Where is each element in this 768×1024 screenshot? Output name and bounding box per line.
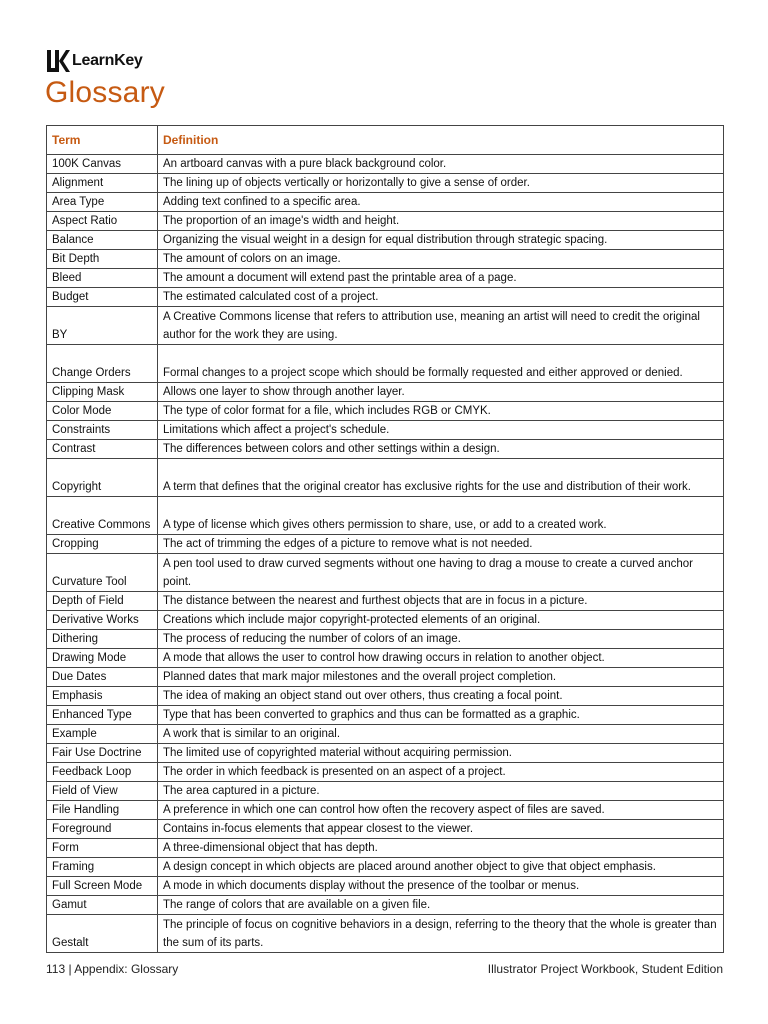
term-cell: Foreground bbox=[47, 820, 158, 839]
table-row bbox=[47, 820, 724, 839]
definition-cell: The amount of colors on an image. bbox=[158, 250, 724, 269]
term-cell: Creative Commons bbox=[47, 497, 158, 535]
term-cell: Clipping Mask bbox=[47, 383, 158, 402]
term-cell: Due Dates bbox=[47, 668, 158, 687]
term-cell: Depth of Field bbox=[47, 592, 158, 611]
definition-cell: The distance between the nearest and furthest objects that are in focus in a picture. bbox=[158, 592, 724, 611]
term-cell: Area Type bbox=[47, 193, 158, 212]
definition-cell: A preference in which one can control how often the recovery aspect of files are saved. bbox=[158, 801, 724, 820]
term-cell: Form bbox=[47, 839, 158, 858]
table-row bbox=[47, 193, 724, 212]
definition-cell: A work that is similar to an original. bbox=[158, 725, 724, 744]
table-row bbox=[47, 782, 724, 801]
term-cell: Full Screen Mode bbox=[47, 877, 158, 896]
definition-cell: The differences between colors and other settings within a design. bbox=[158, 440, 724, 459]
term-cell: Balance bbox=[47, 231, 158, 250]
definition-cell: The principle of focus on cognitive behaviors in a design, referring to the theory that the whole is greater than the sum of its parts. bbox=[158, 915, 724, 953]
term-cell: Dithering bbox=[47, 630, 158, 649]
definition-cell: A mode that allows the user to control how drawing occurs in relation to another object. bbox=[158, 649, 724, 668]
table-row bbox=[47, 554, 724, 592]
definition-cell: The process of reducing the number of colors of an image. bbox=[158, 630, 724, 649]
definition-cell: A mode in which documents display without the presence of the toolbar or menus. bbox=[158, 877, 724, 896]
term-cell: Copyright bbox=[47, 459, 158, 497]
table-row bbox=[47, 535, 724, 554]
table-row bbox=[47, 459, 724, 497]
definition-cell: Adding text confined to a specific area. bbox=[158, 193, 724, 212]
definition-cell: A design concept in which objects are placed around another object to give that object emphasis. bbox=[158, 858, 724, 877]
definition-cell: The act of trimming the edges of a picture to remove what is not needed. bbox=[158, 535, 724, 554]
definition-cell: The estimated calculated cost of a project. bbox=[158, 288, 724, 307]
term-cell: Color Mode bbox=[47, 402, 158, 421]
definition-cell: The limited use of copyrighted material without acquiring permission. bbox=[158, 744, 724, 763]
logo-text: LearnKey bbox=[72, 52, 143, 69]
definition-cell: Type that has been converted to graphics and thus can be formatted as a graphic. bbox=[158, 706, 724, 725]
term-cell: Enhanced Type bbox=[47, 706, 158, 725]
table-row bbox=[47, 839, 724, 858]
term-cell: Example bbox=[47, 725, 158, 744]
table-row bbox=[47, 155, 724, 174]
table-row bbox=[47, 915, 724, 953]
definition-cell: Allows one layer to show through another layer. bbox=[158, 383, 724, 402]
table-row bbox=[47, 345, 724, 383]
table-row bbox=[47, 421, 724, 440]
term-cell: File Handling bbox=[47, 801, 158, 820]
term-cell: Constraints bbox=[47, 421, 158, 440]
table-row bbox=[47, 402, 724, 421]
definition-cell: The range of colors that are available on a given file. bbox=[158, 896, 724, 915]
definition-cell: The amount a document will extend past the printable area of a page. bbox=[158, 269, 724, 288]
column-header-definition: Definition bbox=[158, 126, 724, 155]
table-row bbox=[47, 801, 724, 820]
definition-cell: The area captured in a picture. bbox=[158, 782, 724, 801]
definition-cell: The proportion of an image's width and height. bbox=[158, 212, 724, 231]
definition-cell: A type of license which gives others permission to share, use, or add to a created work. bbox=[158, 497, 724, 535]
definition-cell: Creations which include major copyright-protected elements of an original. bbox=[158, 611, 724, 630]
definition-cell: Contains in-focus elements that appear closest to the viewer. bbox=[158, 820, 724, 839]
glossary-table-body bbox=[47, 155, 724, 953]
definition-cell: Planned dates that mark major milestones and the overall project completion. bbox=[158, 668, 724, 687]
term-cell: Curvature Tool bbox=[47, 554, 158, 592]
term-cell: Drawing Mode bbox=[47, 649, 158, 668]
table-row bbox=[47, 896, 724, 915]
definition-cell: The type of color format for a file, which includes RGB or CMYK. bbox=[158, 402, 724, 421]
table-row bbox=[47, 383, 724, 402]
learnkey-logo bbox=[46, 48, 143, 74]
table-row bbox=[47, 649, 724, 668]
definition-cell: A three-dimensional object that has depth. bbox=[158, 839, 724, 858]
definition-cell: The order in which feedback is presented on an aspect of a project. bbox=[158, 763, 724, 782]
term-cell: Emphasis bbox=[47, 687, 158, 706]
table-row bbox=[47, 687, 724, 706]
table-row bbox=[47, 307, 724, 345]
table-row bbox=[47, 231, 724, 250]
definition-cell: Limitations which affect a project's schedule. bbox=[158, 421, 724, 440]
table-row bbox=[47, 212, 724, 231]
table-row bbox=[47, 288, 724, 307]
term-cell: Fair Use Doctrine bbox=[47, 744, 158, 763]
term-cell: Alignment bbox=[47, 174, 158, 193]
term-cell: Budget bbox=[47, 288, 158, 307]
table-row bbox=[47, 725, 724, 744]
definition-cell: The idea of making an object stand out over others, thus creating a focal point. bbox=[158, 687, 724, 706]
table-row bbox=[47, 630, 724, 649]
glossary-table bbox=[46, 125, 724, 953]
table-header-row bbox=[47, 126, 724, 155]
term-cell: Cropping bbox=[47, 535, 158, 554]
term-cell: Gestalt bbox=[47, 915, 158, 953]
definition-cell: A term that defines that the original creator has exclusive rights for the use and distribution of their work. bbox=[158, 459, 724, 497]
table-row bbox=[47, 744, 724, 763]
table-row bbox=[47, 497, 724, 535]
table-row bbox=[47, 250, 724, 269]
term-cell: Derivative Works bbox=[47, 611, 158, 630]
lk-logo-icon bbox=[46, 49, 70, 73]
term-cell: Gamut bbox=[47, 896, 158, 915]
term-cell: Bit Depth bbox=[47, 250, 158, 269]
definition-cell: An artboard canvas with a pure black background color. bbox=[158, 155, 724, 174]
definition-cell: Formal changes to a project scope which should be formally requested and either approved or denied. bbox=[158, 345, 724, 383]
footer-page-info: 113 | Appendix: Glossary bbox=[46, 962, 179, 976]
table-row bbox=[47, 440, 724, 459]
term-cell: Field of View bbox=[47, 782, 158, 801]
term-cell: Bleed bbox=[47, 269, 158, 288]
term-cell: 100K Canvas bbox=[47, 155, 158, 174]
definition-cell: A Creative Commons license that refers to attribution use, meaning an artist will need to credit the original author for the work they are using. bbox=[158, 307, 724, 345]
table-row bbox=[47, 858, 724, 877]
term-cell: Aspect Ratio bbox=[47, 212, 158, 231]
term-cell: BY bbox=[47, 307, 158, 345]
table-row bbox=[47, 269, 724, 288]
table-row bbox=[47, 611, 724, 630]
term-cell: Feedback Loop bbox=[47, 763, 158, 782]
term-cell: Contrast bbox=[47, 440, 158, 459]
table-row bbox=[47, 668, 724, 687]
definition-cell: Organizing the visual weight in a design for equal distribution through strategic spacing. bbox=[158, 231, 724, 250]
table-row bbox=[47, 877, 724, 896]
page-title: Glossary bbox=[45, 76, 165, 109]
term-cell: Change Orders bbox=[47, 345, 158, 383]
definition-cell: The lining up of objects vertically or horizontally to give a sense of order. bbox=[158, 174, 724, 193]
table-row bbox=[47, 592, 724, 611]
table-row bbox=[47, 706, 724, 725]
table-row bbox=[47, 763, 724, 782]
term-cell: Framing bbox=[47, 858, 158, 877]
table-row bbox=[47, 174, 724, 193]
definition-cell: A pen tool used to draw curved segments without one having to drag a mouse to create a curved anchor point. bbox=[158, 554, 724, 592]
footer-book-title: Illustrator Project Workbook, Student Edition bbox=[487, 962, 723, 976]
column-header-term: Term bbox=[47, 126, 158, 155]
